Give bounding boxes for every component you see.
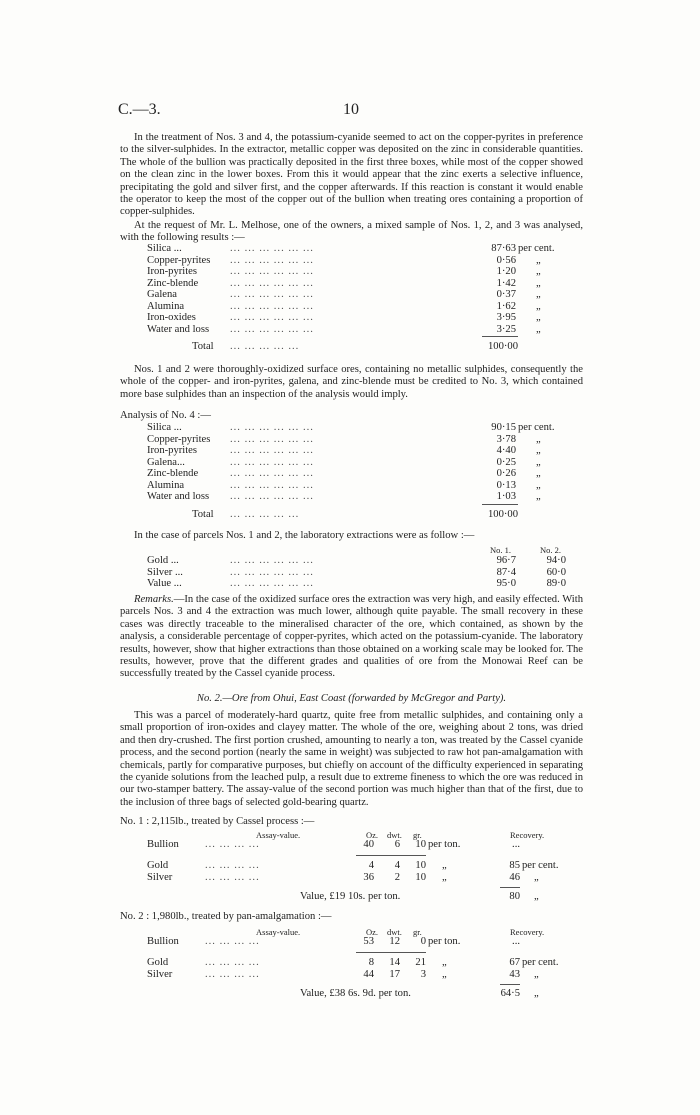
analysis-2-heading: Analysis of No. 4 :—	[120, 410, 211, 421]
leader-dots: ... ... ... ... ... ...	[230, 433, 314, 445]
remarks-text: —In the case of the oxidized surface ores the extraction was very high, and easily effected. With parcels Nos. 3 and 4 the extraction was much lower, although quite payable. The small recovery in these cases was directly traceable to the mineralised character of the ore, which contained, as shown by the analysis, a considerable percentage of copper-pyrites, which acted on the potassium-cyanide. The laboratory results, however, show that higher extractions than those obtained on a working scale may be looked for. The results, however, prove that the different grades and qualities of ore from the Monowai Reef can be successfully treated by the Cassel cyanide process.	[120, 594, 583, 680]
bullion-dwt: 6	[394, 839, 400, 850]
analysis-value: 0·13	[496, 479, 516, 491]
analysis-unit: „	[536, 479, 541, 491]
analysis-label: Iron-pyrites	[147, 266, 198, 277]
extraction-no1: 95·0	[496, 578, 516, 589]
gold-dwt: 14	[389, 957, 400, 968]
silver-gr: 3	[420, 969, 426, 980]
analysis-label: Zinc-blende	[147, 277, 199, 289]
bullion-dwt: 12	[389, 936, 400, 947]
page-number: 10	[343, 101, 359, 118]
bullion-recovery: ...	[512, 936, 520, 947]
silver-oz: 36	[363, 872, 374, 883]
leader-dots: ... ... ... ... ... ...	[230, 277, 314, 289]
analysis-unit: per cent.	[518, 243, 555, 254]
leader-dots: ... ... ... ... ... ...	[230, 491, 314, 502]
total-label: Total	[192, 341, 214, 352]
recovery-header: Recovery.	[510, 830, 545, 840]
assay-value-header: Assay-value.	[256, 830, 301, 840]
recovery-rule	[500, 887, 520, 888]
intro-paragraph: In the treatment of Nos. 3 and 4, the potassium-cyanide seemed to act on the copper-pyrites in preference to the silver-sulphides. In the extractor, metallic copper was deposited on the zinc in considerable quantities. The whole of the bullion was practically deposited in the first three boxes, while most of the copper showed on the clean zinc in the lower boxes. From this it would appear that the zinc exerts a selective influence, precipitating the gold and silver first, and the copper afterwards. If this reaction is constant it would enable the operator to keep the most of the copper out of the bullion when treating ores containing a proportion of copper-sulphides.	[120, 132, 583, 218]
analysis-value: 0·37	[496, 289, 516, 300]
sulphides-paragraph: Nos. 1 and 2 were thoroughly-oxidized surface ores, containing no metallic sulphides, consequently the whole of the copper- and iron-pyrites, galena, and zinc-blende must be credited to No. 3, which contained more base sulphides than an inspection of the analysis would imply.	[120, 364, 583, 400]
leader-dots: ... ... ... ... ... ...	[230, 243, 314, 254]
leader-dots: ... ... ... ...	[205, 957, 260, 968]
analysis-label: Water and loss	[147, 323, 210, 335]
analysis-unit: „	[536, 456, 541, 468]
analysis-label: Galena	[147, 289, 177, 300]
extraction-label: Silver ...	[147, 566, 183, 578]
leader-dots: ... ... ... ... ... ...	[230, 468, 314, 479]
leader-dots: ... ... ... ...	[205, 936, 260, 947]
analysis-unit: „	[536, 468, 541, 479]
silver-unit: „	[442, 969, 447, 980]
extraction-no2: 60·0	[546, 566, 566, 578]
leader-dots: ... ... ... ... ... ...	[230, 566, 314, 578]
leader-dots: ... ... ... ...	[205, 839, 260, 850]
gr-header: gr.	[413, 830, 422, 840]
silver-recovery-unit: „	[534, 872, 539, 883]
total-rule	[482, 336, 518, 337]
section-heading: No. 2.—Ore from Ohui, East Coast (forwarded by McGregor and Party).	[196, 693, 507, 704]
analysis-label: Copper-pyrites	[147, 254, 211, 266]
silver-gr: 10	[415, 872, 426, 883]
total-label: Total	[192, 508, 214, 520]
bullion-gr: 0	[420, 936, 426, 947]
document-reference: C.—3.	[118, 101, 161, 118]
leader-dots: ... ... ... ... ... ...	[230, 456, 314, 468]
leader-dots: ... ... ... ... ... ...	[230, 479, 314, 491]
leader-dots: ... ... ... ... ... ...	[230, 312, 314, 323]
analysis-value: 0·26	[496, 468, 516, 479]
extraction-intro: In the case of parcels Nos. 1 and 2, the laboratory extractions were as follow :—	[134, 530, 475, 541]
bullion-unit: per ton.	[428, 839, 461, 850]
extraction-label: Value ...	[147, 578, 182, 589]
gold-unit: „	[442, 957, 447, 968]
leader-dots: ... ... ... ... ... ...	[230, 422, 314, 433]
remarks-label: Remarks.	[134, 594, 174, 605]
bullion-rule	[356, 855, 426, 856]
oz-header: Oz.	[366, 830, 379, 840]
extraction-no2: 89·0	[546, 578, 566, 589]
analysis-label: Galena...	[147, 456, 185, 468]
analysis-unit: „	[536, 323, 541, 335]
bullion-gr: 10	[415, 839, 426, 850]
gold-gr: 21	[415, 957, 426, 968]
test-2-heading: No. 2 : 1,980lb., treated by pan-amalgamation :—	[120, 911, 332, 922]
analysis-label: Iron-oxides	[147, 312, 196, 323]
leader-dots: ... ... ... ... ... ...	[230, 254, 314, 266]
gold-recovery: 85	[509, 860, 520, 871]
bullion-recovery: ...	[512, 839, 520, 850]
dwt-header: dwt.	[387, 927, 402, 937]
analysis-unit: „	[536, 277, 541, 289]
silver-label: Silver	[147, 872, 173, 883]
section-paragraph: This was a parcel of moderately-hard quartz, quite free from metallic sulphides, and containing only a small proportion of iron-oxides and clayey matter. The whole of the ore, weighing about 2 tons, was dried and then dry-crushed. The first portion crushed, amounting to nearly a ton, was treated by the Cassel cyanide process, and the second portion (nearly the same in weight) was subjected to raw hot pan-amalgamation with chemicals, partly for comparative purposes, but chiefly on account of the difficulty experienced in separating the cyanide solutions from the leached pulp, a result due to extreme fineness to which the ore was reduced in our two-stamper battery. The assay-value of the second portion was much higher than that of the first, due to the inclusion of three bags of selected gold-bearing quartz.	[120, 710, 583, 808]
analysis-unit: „	[536, 254, 541, 266]
silver-dwt: 17	[389, 969, 400, 980]
recovery-rule	[500, 984, 520, 985]
silver-unit: „	[442, 872, 447, 883]
analysis-value: 1·42	[496, 277, 516, 289]
dwt-header: dwt.	[387, 830, 402, 840]
analysis-value: 3·78	[496, 433, 516, 445]
leader-dots: ... ... ... ... ...	[230, 341, 300, 352]
total-recovery-unit: „	[534, 891, 539, 902]
total-value: 100·00	[487, 341, 518, 352]
extraction-no1: 96·7	[496, 555, 516, 566]
test-1-heading: No. 1 : 2,115lb., treated by Cassel process :—	[120, 816, 315, 827]
total-recovery: 80	[509, 891, 520, 902]
oz-header: Oz.	[366, 927, 379, 937]
analysis-value: 3·25	[496, 323, 516, 335]
analysis-unit: „	[536, 445, 541, 456]
analysis-unit: „	[536, 266, 541, 277]
value-line: Value, £19 10s. per ton.	[300, 891, 401, 902]
gold-oz: 8	[368, 957, 374, 968]
gold-label: Gold	[147, 860, 169, 871]
extraction-no1: 87·4	[496, 566, 516, 578]
analysis-label: Copper-pyrites	[147, 433, 211, 445]
analysis-value: 3·95	[496, 312, 516, 323]
silver-label: Silver	[147, 969, 173, 980]
analysis-label: Zinc-blende	[147, 468, 199, 479]
analysis-label: Water and loss	[147, 491, 210, 502]
leader-dots: ... ... ... ... ... ...	[230, 300, 314, 312]
analysis-label: Alumina	[147, 479, 185, 491]
analysis-label: Iron-pyrites	[147, 445, 198, 456]
bullion-rule	[356, 952, 426, 953]
analysis-value: 1·20	[496, 266, 516, 277]
bullion-label: Bullion	[147, 936, 179, 947]
gr-header: gr.	[413, 927, 422, 937]
column-header-no2: No. 2.	[540, 545, 562, 555]
bullion-oz: 53	[363, 936, 374, 947]
request-paragraph: At the request of Mr. L. Melhose, one of the owners, a mixed sample of Nos. 1, 2, and 3 was analysed, with the following results :—	[120, 220, 583, 244]
gold-unit: „	[442, 860, 447, 871]
leader-dots: ... ... ... ... ... ...	[230, 323, 314, 335]
silver-recovery-unit: „	[534, 969, 539, 980]
leader-dots: ... ... ... ... ... ...	[230, 445, 314, 456]
analysis-value: 87·63	[491, 243, 516, 254]
leader-dots: ... ... ... ... ... ...	[230, 266, 314, 277]
analysis-value: 90·15	[491, 422, 516, 433]
bullion-label: Bullion	[147, 839, 179, 850]
analysis-unit: per cent.	[518, 422, 555, 433]
analysis-unit: „	[536, 312, 541, 323]
analysis-value: 1·03	[496, 491, 516, 502]
analysis-label: Alumina	[147, 300, 185, 312]
column-header-no1: No. 1.	[490, 545, 512, 555]
analysis-label: Silica ...	[147, 422, 182, 433]
gold-dwt: 4	[394, 860, 400, 871]
analysis-label: Silica ...	[147, 243, 182, 254]
total-value: 100·00	[487, 508, 518, 520]
analysis-unit: „	[536, 300, 541, 312]
analysis-unit: „	[536, 433, 541, 445]
value-line: Value, £38 6s. 9d. per ton.	[300, 988, 411, 999]
analysis-unit: „	[536, 289, 541, 300]
leader-dots: ... ... ... ... ... ...	[230, 578, 314, 589]
analysis-unit: „	[536, 491, 541, 502]
gold-gr: 10	[415, 860, 426, 871]
assay-value-header: Assay-value.	[256, 927, 301, 937]
gold-recovery: 67	[509, 957, 520, 968]
bullion-oz: 40	[363, 839, 374, 850]
recovery-header: Recovery.	[510, 927, 545, 937]
leader-dots: ... ... ... ... ... ...	[230, 289, 314, 300]
extraction-no2: 94·0	[546, 555, 566, 566]
silver-dwt: 2	[394, 872, 400, 883]
analysis-value: 0·25	[496, 456, 516, 468]
bullion-unit: per ton.	[428, 936, 461, 947]
analysis-value: 0·56	[496, 254, 516, 266]
leader-dots: ... ... ... ... ...	[230, 508, 300, 520]
gold-recovery-unit: per cent.	[522, 860, 559, 871]
silver-recovery: 43	[509, 969, 520, 980]
total-recovery-unit: „	[534, 988, 539, 999]
remarks-paragraph	[120, 594, 583, 681]
gold-label: Gold	[147, 957, 169, 968]
analysis-value: 1·62	[496, 300, 516, 312]
analysis-value: 4·40	[496, 445, 516, 456]
leader-dots: ... ... ... ...	[205, 969, 260, 980]
leader-dots: ... ... ... ...	[205, 872, 260, 883]
silver-oz: 44	[363, 969, 374, 980]
silver-recovery: 46	[509, 872, 520, 883]
leader-dots: ... ... ... ...	[205, 860, 260, 871]
total-recovery: 64·5	[500, 988, 520, 999]
leader-dots: ... ... ... ... ... ...	[230, 555, 314, 566]
total-rule	[482, 504, 518, 505]
gold-recovery-unit: per cent.	[522, 957, 559, 968]
extraction-label: Gold ...	[147, 555, 179, 566]
gold-oz: 4	[368, 860, 374, 871]
